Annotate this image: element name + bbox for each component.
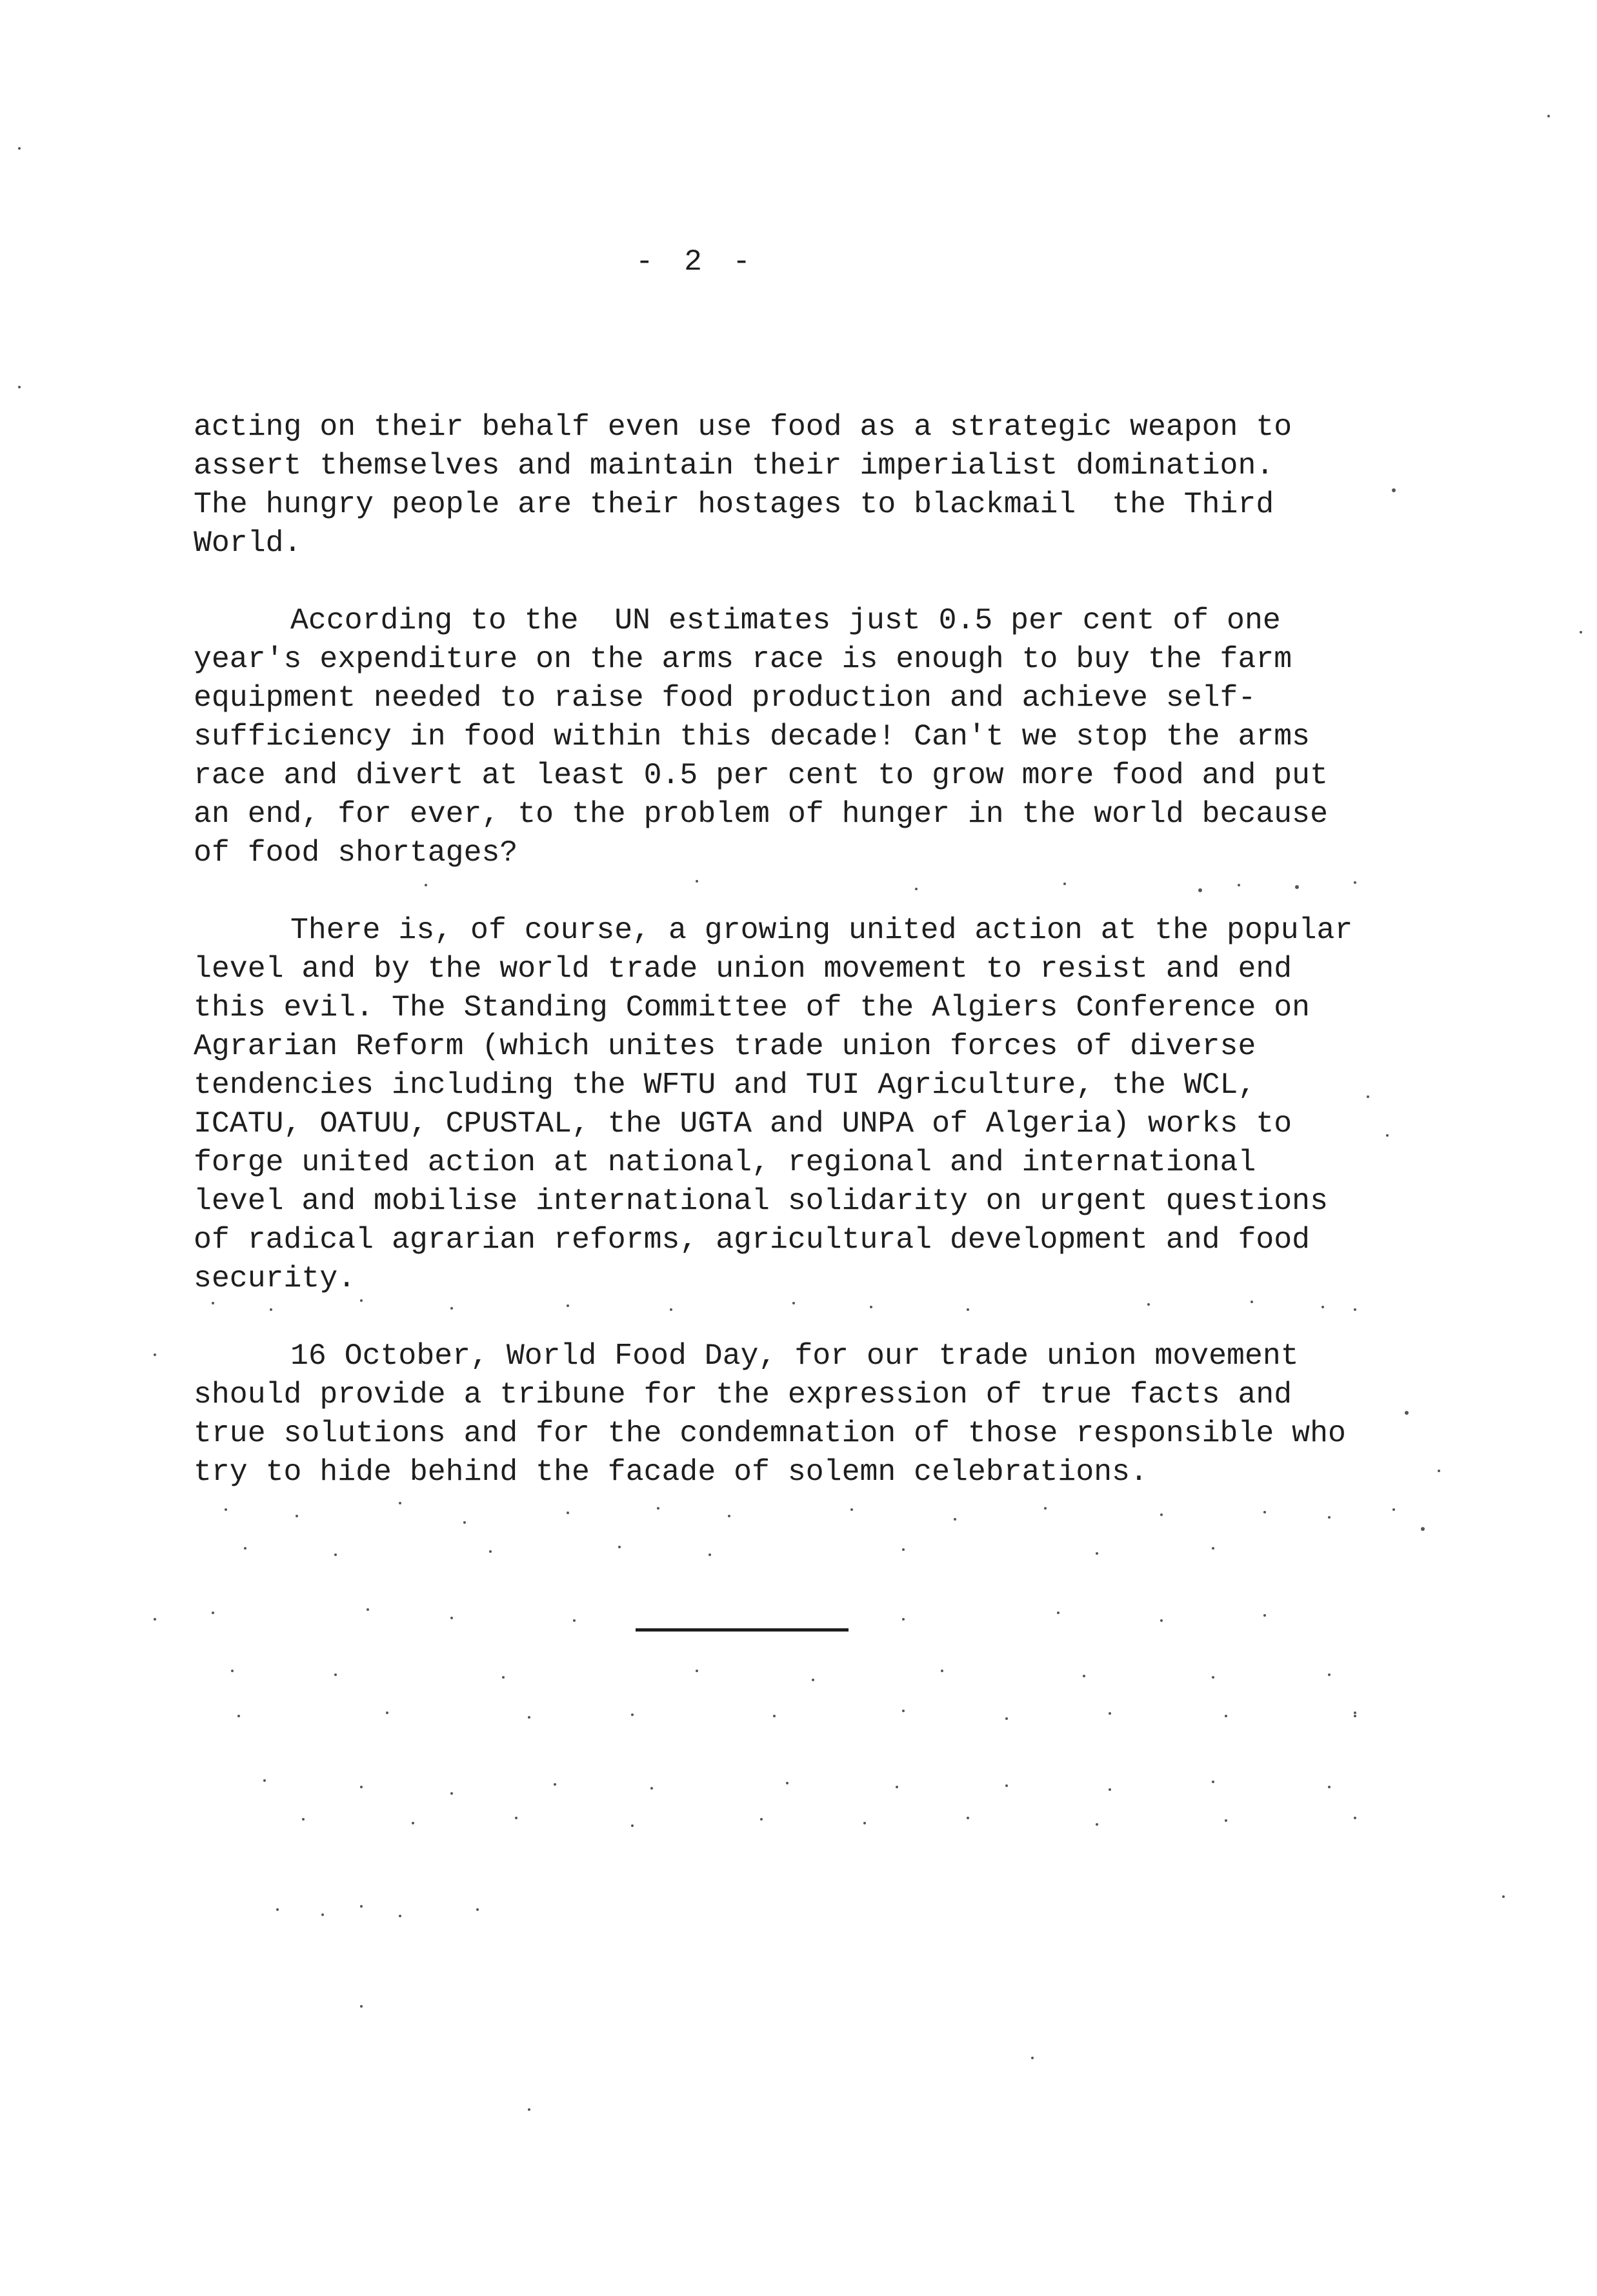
paragraph-line: forge united action at national, regional and international	[194, 1145, 1256, 1179]
paragraph-line: this evil. The Standing Committee of the Algiers Conference on	[194, 990, 1311, 1024]
paragraph-line: an end, for ever, to the problem of hunger in the world because	[194, 797, 1328, 831]
paragraph-line: There is, of course, a growing united action at the popular	[290, 913, 1353, 947]
page-number: - 2 -	[636, 245, 758, 279]
paragraph-line: year's expenditure on the arms race is enough to buy the farm	[194, 642, 1292, 676]
paragraph-line: tendencies including the WFTU and TUI Agriculture, the WCL,	[194, 1068, 1256, 1102]
paragraph-line: race and divert at least 0.5 per cent to grow more food and put	[194, 758, 1328, 792]
paragraph-line: acting on their behalf even use food as a strategic weapon to	[194, 410, 1292, 444]
paragraph-line: ICATU, OATUU, CPUSTAL, the UGTA and UNPA of Algeria) works to	[194, 1106, 1292, 1141]
paragraph-3	[194, 911, 1439, 1298]
paragraph-line: true solutions and for the condemnation of those responsible who	[194, 1416, 1346, 1450]
paragraph-line: According to the UN estimates just 0.5 per cent of one	[290, 603, 1281, 637]
paragraph-line: level and by the world trade union movement to resist and end	[194, 952, 1292, 986]
paragraph-line: of radical agrarian reforms, agricultural development and food	[194, 1223, 1311, 1257]
paragraph-line: try to hide behind the facade of solemn celebrations.	[194, 1455, 1148, 1489]
paragraph-line: equipment needed to raise food production and achieve self-	[194, 681, 1256, 715]
paragraph-line: level and mobilise international solidarity on urgent questions	[194, 1184, 1328, 1218]
paragraph-line: should provide a tribune for the expression of true facts and	[194, 1377, 1292, 1412]
end-separator-rule	[636, 1628, 849, 1632]
paragraph-line: of food shortages?	[194, 835, 518, 870]
paragraph-1	[194, 408, 1439, 563]
paragraph-2	[194, 601, 1439, 872]
paragraph-line: sufficiency in food within this decade! Can't we stop the arms	[194, 719, 1311, 754]
paragraph-line: security.	[194, 1261, 356, 1295]
paragraph-line: 16 October, World Food Day, for our trade union movement	[290, 1339, 1299, 1373]
paragraph-line: Agrarian Reform (which unites trade union forces of diverse	[194, 1029, 1256, 1063]
paragraph-line: World.	[194, 526, 302, 560]
paragraph-4	[194, 1337, 1439, 1492]
paragraph-line: The hungry people are their hostages to blackmail the Third	[194, 487, 1274, 521]
paragraph-line: assert themselves and maintain their imperialist domination.	[194, 448, 1274, 483]
